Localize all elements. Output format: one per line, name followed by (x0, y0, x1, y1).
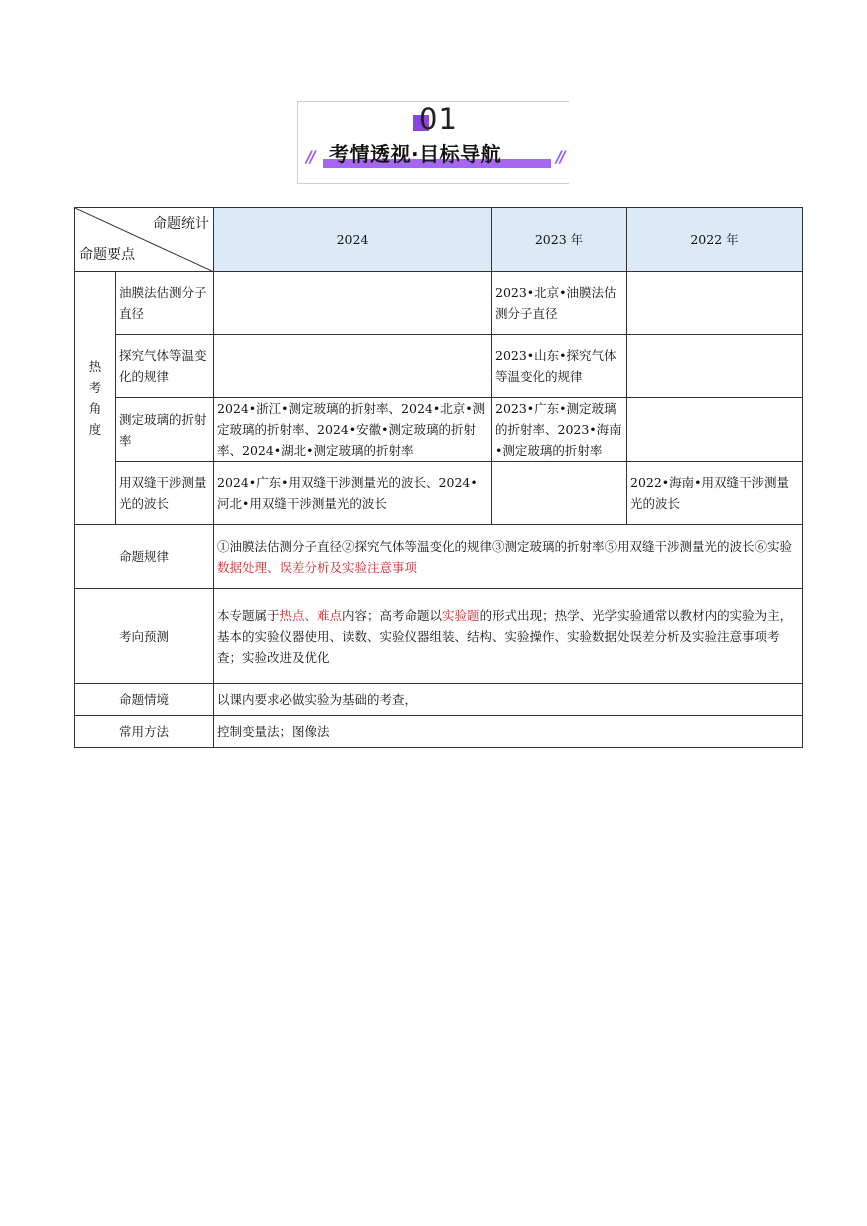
cell-2023: 2023•北京•油膜法估测分子直径 (492, 272, 627, 335)
table-row (75, 272, 803, 335)
header-stat-label: 命题统计 (153, 216, 209, 232)
table-header-row (75, 208, 803, 272)
topic-cell: 测定玻璃的折射率 (116, 398, 214, 462)
hot-angle-label (75, 272, 116, 525)
pattern-row (75, 525, 803, 589)
header-year-2023: 2023 年 (492, 208, 627, 272)
pattern-content (214, 525, 803, 589)
hot-angle-char: 角 (88, 401, 102, 416)
forecast-content (214, 589, 803, 684)
header-year-2024: 2024 (214, 208, 492, 272)
forecast-text: 的形式出现；热学、光学实验通常以教材内的实验为主，基本的实验仪器使用、读数、实验仪器组装、结构、实验操作、实验数据处误差分析及实验注意事项考查；实验改进及优化 (217, 607, 793, 665)
section-number: 01 (419, 102, 458, 136)
pattern-text: ①油膜法估测分子直径②探究气体等温变化的规律③测定玻璃的折射率⑤用双缝干涉测量光的波长⑥实验 (217, 538, 793, 554)
cell-2022: 2022•海南•用双缝干涉测量光的波长 (627, 462, 803, 525)
forecast-row (75, 589, 803, 684)
topic-cell: 探究气体等温变化的规律 (116, 335, 214, 398)
cell-2022 (627, 398, 803, 462)
topic-cell: 用双缝干涉测量光的波长 (116, 462, 214, 525)
hot-angle-char: 度 (88, 422, 102, 437)
forecast-label: 考向预测 (75, 589, 214, 684)
hot-angle-char: 考 (88, 380, 102, 395)
header-topic-label: 命题要点 (79, 247, 135, 263)
table-row (75, 462, 803, 525)
cell-2023 (492, 462, 627, 525)
pattern-label: 命题规律 (75, 525, 214, 589)
context-row (75, 684, 803, 716)
context-label: 命题情境 (75, 684, 214, 716)
methods-label: 常用方法 (75, 716, 214, 748)
cell-2023: 2023•广东•测定玻璃的折射率、2023•海南•测定玻璃的折射率 (492, 398, 627, 462)
table-row (75, 398, 803, 462)
context-content: 以课内要求必做实验为基础的考查， (214, 684, 803, 716)
methods-row (75, 716, 803, 748)
forecast-text: 本专题属于 (217, 607, 280, 623)
cell-2022 (627, 335, 803, 398)
section-title: 考情透视·目标导航 (329, 142, 502, 166)
forecast-text: 内容；高考命题以 (342, 607, 443, 623)
topic-cell: 油膜法估测分子直径 (116, 272, 214, 335)
banner-slash-left-decoration: // (306, 147, 314, 166)
cell-2024 (214, 335, 492, 398)
banner-slash-right-decoration: // (556, 147, 564, 166)
header-year-2022: 2022 年 (627, 208, 803, 272)
pattern-highlight: 数据处理、误差分析及实验注意事项 (217, 559, 418, 575)
hot-angle-char: 热 (88, 359, 102, 374)
forecast-highlight: 实验题 (442, 607, 480, 623)
cell-2023: 2023•山东•探究气体等温变化的规律 (492, 335, 627, 398)
forecast-highlight: 热点、难点 (279, 607, 343, 623)
table-row (75, 335, 803, 398)
cell-2024: 2024•广东•用双缝干涉测量光的波长、2024•河北•用双缝干涉测量光的波长 (214, 462, 492, 525)
section-banner (297, 101, 569, 184)
cell-2024 (214, 272, 492, 335)
diagonal-header-cell (75, 208, 214, 272)
methods-content: 控制变量法；图像法 (214, 716, 803, 748)
cell-2024: 2024•浙江•测定玻璃的折射率、2024•北京•测定玻璃的折射率、2024•安徽•测定玻璃的折射率、2024•湖北•测定玻璃的折射率 (214, 398, 492, 462)
cell-2022 (627, 272, 803, 335)
exam-analysis-table (74, 207, 803, 748)
